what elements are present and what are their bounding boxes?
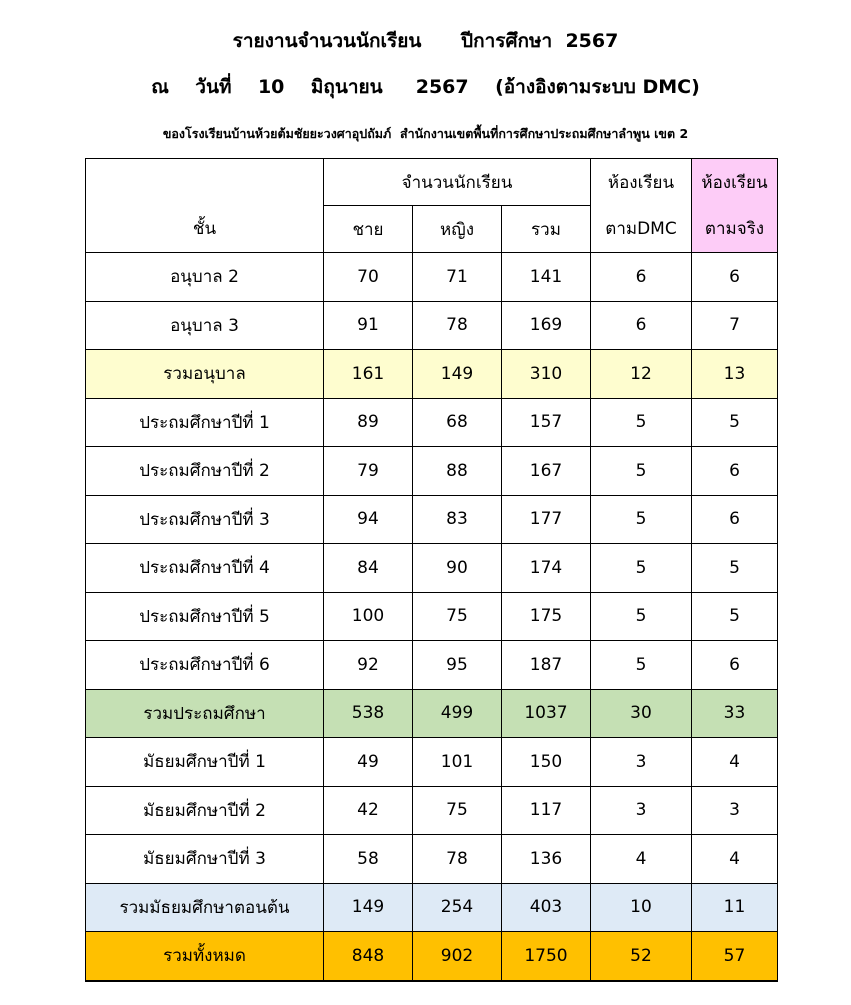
rooms-real-count: 5 [692, 592, 778, 641]
rooms-dmc-count: 3 [591, 738, 692, 787]
male-count: 161 [324, 350, 413, 399]
rooms-dmc-count: 4 [591, 835, 692, 884]
rooms-dmc-count: 5 [591, 495, 692, 544]
female-count: 95 [413, 641, 502, 690]
school-name-line: ของโรงเรียนบ้านห้วยต้มชัยยะวงศาอุปถัมภ์ สำนักงานเขตพื้นที่การศึกษาประถมศึกษาลำพูน เขต 2 [162, 126, 689, 141]
female-count: 101 [413, 738, 502, 787]
table-row [86, 592, 778, 641]
total-header: รวม [502, 206, 591, 253]
total-count: 174 [502, 544, 591, 593]
male-count: 94 [324, 495, 413, 544]
male-count: 58 [324, 835, 413, 884]
rooms-real-count: 6 [692, 495, 778, 544]
rooms-real-count: 6 [692, 641, 778, 690]
kindergarten-total-row [86, 350, 778, 399]
total-count: 175 [502, 592, 591, 641]
table-row [86, 835, 778, 884]
total-count: 177 [502, 495, 591, 544]
total-count: 310 [502, 350, 591, 399]
grade-cell: มัธยมศึกษาปีที่ 1 [86, 738, 324, 787]
female-count: 83 [413, 495, 502, 544]
total-count: 169 [502, 301, 591, 350]
total-count: 117 [502, 786, 591, 835]
grade-cell: รวมอนุบาล [86, 350, 324, 399]
grade-cell: ประถมศึกษาปีที่ 3 [86, 495, 324, 544]
grade-cell: รวมทั้งหมด [86, 932, 324, 981]
total-count: 1750 [502, 932, 591, 981]
rooms-dmc-count: 12 [591, 350, 692, 399]
male-count: 100 [324, 592, 413, 641]
rooms-real-header-line1: ห้องเรียน [692, 159, 778, 206]
total-count: 150 [502, 738, 591, 787]
rooms-real-count: 5 [692, 398, 778, 447]
table-row [86, 641, 778, 690]
table-row [86, 253, 778, 302]
rooms-dmc-count: 10 [591, 883, 692, 932]
rooms-dmc-header-line1: ห้องเรียน [591, 159, 692, 206]
table-row [86, 544, 778, 593]
lower-secondary-total-row [86, 883, 778, 932]
rooms-dmc-count: 5 [591, 641, 692, 690]
table-row [86, 301, 778, 350]
male-count: 848 [324, 932, 413, 981]
rooms-dmc-count: 30 [591, 689, 692, 738]
rooms-dmc-count: 3 [591, 786, 692, 835]
female-count: 78 [413, 835, 502, 884]
rooms-real-count: 6 [692, 253, 778, 302]
rooms-real-count: 3 [692, 786, 778, 835]
rooms-dmc-count: 6 [591, 301, 692, 350]
rooms-dmc-count: 5 [591, 592, 692, 641]
grade-cell: ประถมศึกษาปีที่ 1 [86, 398, 324, 447]
rooms-dmc-count: 5 [591, 544, 692, 593]
female-count: 75 [413, 786, 502, 835]
rooms-real-count: 57 [692, 932, 778, 981]
report-title: รายงานจำนวนนักเรียน ปีการศึกษา 2567 [232, 30, 619, 52]
rooms-real-count: 5 [692, 544, 778, 593]
grade-cell: มัธยมศึกษาปีที่ 3 [86, 835, 324, 884]
grade-cell: ประถมศึกษาปีที่ 4 [86, 544, 324, 593]
female-count: 78 [413, 301, 502, 350]
male-count: 79 [324, 447, 413, 496]
table-row [86, 786, 778, 835]
primary-total-row [86, 689, 778, 738]
grade-cell: อนุบาล 2 [86, 253, 324, 302]
male-count: 70 [324, 253, 413, 302]
male-header: ชาย [324, 206, 413, 253]
header-row-1 [86, 159, 778, 206]
total-count: 403 [502, 883, 591, 932]
grade-cell: มัธยมศึกษาปีที่ 2 [86, 786, 324, 835]
rooms-dmc-count: 6 [591, 253, 692, 302]
female-header: หญิง [413, 206, 502, 253]
table-row [86, 398, 778, 447]
grade-cell: อนุบาล 3 [86, 301, 324, 350]
rooms-real-count: 13 [692, 350, 778, 399]
rooms-real-count: 7 [692, 301, 778, 350]
total-count: 187 [502, 641, 591, 690]
male-count: 49 [324, 738, 413, 787]
male-count: 149 [324, 883, 413, 932]
rooms-dmc-header-line2: ตามDMC [591, 206, 692, 253]
rooms-real-count: 6 [692, 447, 778, 496]
female-count: 71 [413, 253, 502, 302]
grand-total-row [86, 932, 778, 981]
rooms-real-count: 11 [692, 883, 778, 932]
grade-cell: รวมมัธยมศึกษาตอนต้น [86, 883, 324, 932]
female-count: 90 [413, 544, 502, 593]
student-count-table [85, 158, 778, 982]
students-header: จำนวนนักเรียน [324, 159, 591, 206]
table-row [86, 738, 778, 787]
grade-cell: รวมประถมศึกษา [86, 689, 324, 738]
female-count: 75 [413, 592, 502, 641]
report-date-line: ณ วันที่ 10 มิถุนายน 2567 (อ้างอิงตามระบบ DMC) [151, 76, 700, 98]
male-count: 89 [324, 398, 413, 447]
total-count: 157 [502, 398, 591, 447]
table-row [86, 447, 778, 496]
male-count: 92 [324, 641, 413, 690]
rooms-real-count: 4 [692, 835, 778, 884]
female-count: 88 [413, 447, 502, 496]
total-count: 1037 [502, 689, 591, 738]
female-count: 254 [413, 883, 502, 932]
female-count: 149 [413, 350, 502, 399]
rooms-dmc-count: 5 [591, 398, 692, 447]
female-count: 902 [413, 932, 502, 981]
male-count: 42 [324, 786, 413, 835]
total-count: 136 [502, 835, 591, 884]
rooms-dmc-count: 5 [591, 447, 692, 496]
male-count: 91 [324, 301, 413, 350]
male-count: 538 [324, 689, 413, 738]
rooms-real-header-line2: ตามจริง [692, 206, 778, 253]
male-count: 84 [324, 544, 413, 593]
rooms-dmc-count: 52 [591, 932, 692, 981]
grade-header: ชั้น [86, 159, 324, 253]
rooms-real-count: 33 [692, 689, 778, 738]
grade-cell: ประถมศึกษาปีที่ 2 [86, 447, 324, 496]
grade-cell: ประถมศึกษาปีที่ 6 [86, 641, 324, 690]
total-count: 167 [502, 447, 591, 496]
female-count: 499 [413, 689, 502, 738]
female-count: 68 [413, 398, 502, 447]
table-row [86, 495, 778, 544]
total-count: 141 [502, 253, 591, 302]
rooms-real-count: 4 [692, 738, 778, 787]
grade-cell: ประถมศึกษาปีที่ 5 [86, 592, 324, 641]
